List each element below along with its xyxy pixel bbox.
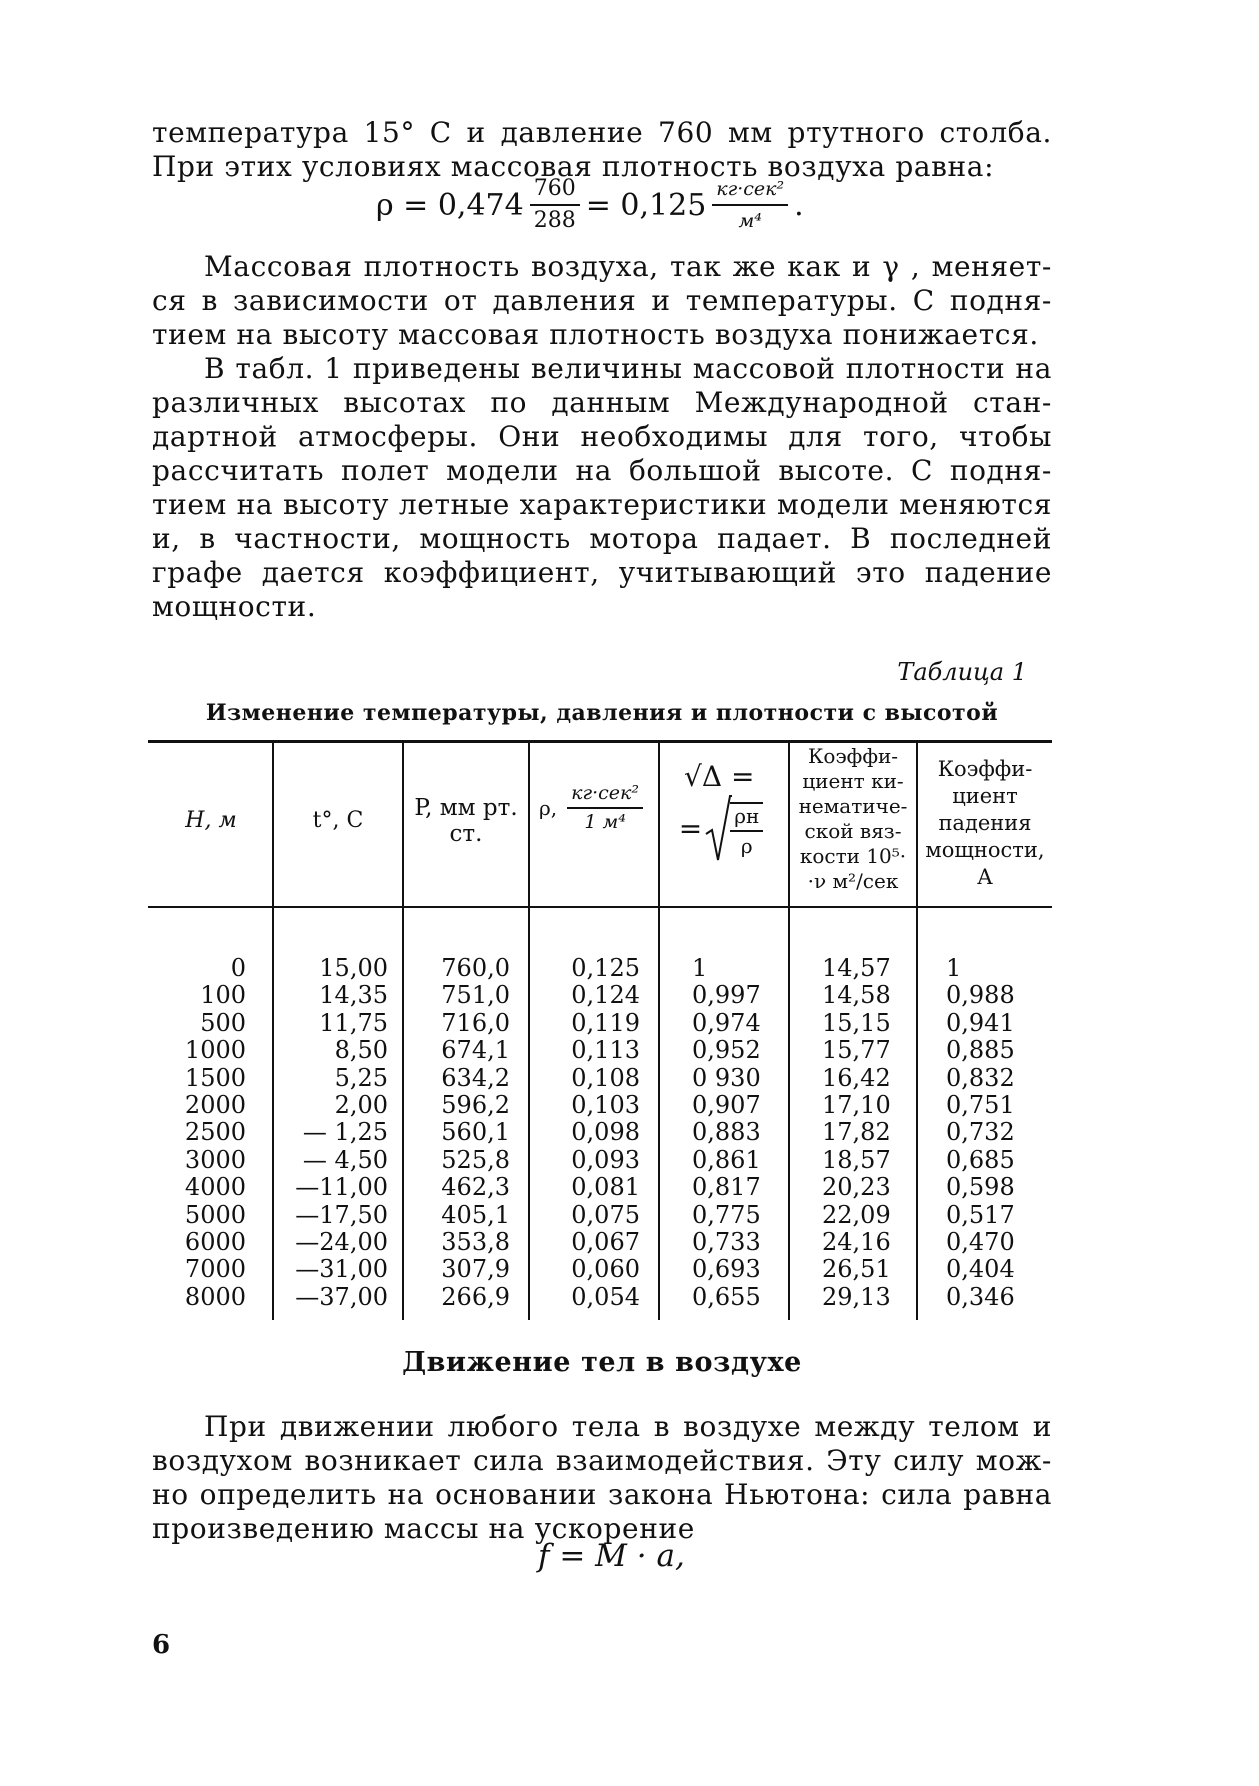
cell-visc: 15,77 [822, 1036, 891, 1065]
fraction-denominator: 288 [533, 208, 576, 233]
cell-h: 1000 [184, 1036, 246, 1065]
cell-t: — 1,25 [302, 1118, 388, 1147]
text-line: мощности. [152, 590, 317, 623]
cell-sqrt: 0,997 [692, 981, 761, 1010]
cell-h: 2500 [184, 1118, 246, 1147]
sqrt-inner-fraction [730, 802, 763, 856]
column-temperature [276, 955, 388, 1311]
cell-h: 1500 [184, 1063, 246, 1092]
cell-p: 751,0 [441, 981, 510, 1010]
column-sqrt-delta [692, 955, 786, 1311]
column-viscosity [822, 955, 914, 1311]
cell-visc: 29,13 [822, 1282, 891, 1311]
section-heading: Движение тел в воздухе [402, 1347, 802, 1378]
cell-p: 674,1 [441, 1036, 510, 1065]
cell-t: 14,35 [319, 981, 388, 1010]
cell-sqrt: 0,883 [692, 1118, 761, 1147]
cell-sqrt: 0,974 [692, 1008, 761, 1037]
cell-h: 0 [230, 954, 246, 982]
cell-rho: 0,113 [571, 1036, 640, 1065]
rho-unit-num: кг·сек² [567, 784, 643, 809]
cell-power: 0,732 [946, 1118, 1015, 1147]
text-line: В табл. 1 приведены величины массовой плотности на [204, 352, 1052, 385]
cell-visc: 24,16 [822, 1227, 891, 1256]
column-density [534, 955, 640, 1311]
cell-p: 307,9 [441, 1255, 510, 1284]
text-line: различных высотах по данным Международной стан- [152, 386, 1052, 419]
text-line: ся в зависимости от давления и температуры. С подня- [152, 284, 1052, 317]
unit-fraction [712, 178, 788, 232]
paragraph-table-intro [152, 352, 1052, 624]
formula-mid: = 0,125 [585, 187, 707, 223]
cell-visc: 17,10 [822, 1090, 891, 1119]
cell-t: —24,00 [295, 1227, 388, 1256]
text-line: и, в частности, мощность мотора падает. В последней [152, 522, 1052, 555]
column-power [946, 955, 1050, 1311]
cell-power: 0,517 [946, 1200, 1015, 1229]
cell-h: 8000 [184, 1282, 246, 1311]
cell-t: —37,00 [295, 1282, 388, 1311]
cell-rho: 0,098 [571, 1118, 640, 1147]
cell-rho: 0,103 [571, 1090, 640, 1119]
cell-t: —17,50 [295, 1200, 388, 1229]
fraction-numerator: 760 [530, 178, 580, 206]
cell-sqrt: 0,861 [692, 1145, 761, 1174]
cell-p: 596,2 [441, 1090, 510, 1119]
cell-p: 462,3 [441, 1173, 510, 1202]
rho-unit-den: 1 м⁴ [584, 811, 626, 833]
cell-h: 6000 [184, 1227, 246, 1256]
text-line: но определить на основании закона Ньютона: сила равна [152, 1478, 1052, 1511]
text-line: При движении любого тела в воздухе между телом и [204, 1410, 1052, 1443]
cell-rho: 0,124 [571, 981, 640, 1010]
header-height: H, м [185, 808, 237, 833]
sqrt-eq: = [678, 812, 703, 845]
cell-rho: 0,119 [571, 1008, 640, 1037]
rho-unit-fraction [567, 784, 643, 832]
fraction-760-288 [530, 178, 580, 232]
cell-power: 0,404 [946, 1255, 1015, 1284]
text-line: воздухом возникает сила взаимодействия. Эту силу мож- [152, 1444, 1052, 1477]
text-line: температура 15° С и давление 760 мм ртутного столба. [152, 116, 1052, 149]
cell-sqrt: 0 930 [692, 1063, 761, 1092]
newton-formula: f = M · a, [538, 1538, 685, 1574]
cell-t: —11,00 [295, 1173, 388, 1202]
cell-p: 716,0 [441, 1008, 510, 1037]
cell-visc: 18,57 [822, 1145, 891, 1174]
column-height [150, 955, 246, 1311]
paragraph-newton [152, 1410, 1052, 1546]
cell-h: 3000 [184, 1145, 246, 1174]
cell-sqrt: 0,952 [692, 1036, 761, 1065]
cell-h: 7000 [184, 1255, 246, 1284]
cell-t: 11,75 [319, 1008, 388, 1037]
text-line: Массовая плотность воздуха, так же как и γ , меняет- [204, 250, 1052, 283]
cell-visc: 26,51 [822, 1255, 891, 1284]
text-line: произведению массы на ускорение [152, 1512, 695, 1545]
cell-sqrt: 0,693 [692, 1255, 761, 1284]
cell-h: 100 [200, 981, 246, 1010]
text-line: При этих условиях массовая плотность воздуха равна: [152, 150, 995, 183]
cell-t: 8,50 [334, 1036, 388, 1065]
cell-p: 266,9 [441, 1282, 510, 1311]
header-pressure: P, мм рт. ст. [414, 795, 518, 847]
text-line: тием на высоту массовая плотность воздуха понижается. [152, 318, 1039, 351]
cell-sqrt: 0,733 [692, 1227, 761, 1256]
cell-t: 15,00 [319, 954, 388, 982]
cell-power: 0,941 [946, 1008, 1015, 1037]
cell-visc: 20,23 [822, 1173, 891, 1202]
cell-visc: 14,58 [822, 981, 891, 1010]
cell-p: 525,8 [441, 1145, 510, 1174]
header-viscosity: Коэффи- циент ки- нематиче- ской вяз- кости 10⁵· ·ν м²/сек [798, 744, 908, 893]
cell-sqrt: 0,907 [692, 1090, 761, 1119]
cell-rho: 0,125 [571, 954, 640, 982]
cell-sqrt: 0,655 [692, 1282, 761, 1311]
page-number: 6 [152, 1630, 171, 1660]
cell-visc: 15,15 [822, 1008, 891, 1037]
cell-sqrt: 0,817 [692, 1173, 761, 1202]
header-power: Коэффи- циент падения мощности, A [925, 757, 1045, 889]
cell-power: 0,598 [946, 1173, 1015, 1202]
cell-p: 560,1 [441, 1118, 510, 1147]
header-density [530, 784, 658, 832]
cell-rho: 0,054 [571, 1282, 640, 1311]
sqrt-num: ρн [730, 806, 763, 832]
cell-power: 0,885 [946, 1036, 1015, 1065]
unit-denominator: м⁴ [738, 210, 762, 232]
formula-end: . [794, 187, 804, 223]
cell-sqrt: 1 [692, 954, 708, 982]
cell-p: 405,1 [441, 1200, 510, 1229]
sqrt-den: ρ [740, 834, 753, 858]
cell-sqrt: 0,775 [692, 1200, 761, 1229]
cell-t: —31,00 [295, 1255, 388, 1284]
sqrt-fraction [660, 794, 788, 864]
rho-symbol: ρ, [539, 796, 558, 820]
text-line: рассчитать полет модели на большой высоте. С подня- [152, 454, 1052, 487]
cell-p: 353,8 [441, 1227, 510, 1256]
cell-visc: 14,57 [822, 954, 891, 982]
cell-h: 500 [200, 1008, 246, 1037]
cell-p: 760,0 [441, 954, 510, 982]
cell-t: 5,25 [334, 1063, 388, 1092]
cell-power: 0,988 [946, 981, 1015, 1010]
cell-h: 2000 [184, 1090, 246, 1119]
cell-t: — 4,50 [302, 1145, 388, 1174]
header-temperature: t°, С [312, 808, 364, 833]
sqrt-delta-label: √Δ = [684, 760, 755, 793]
cell-visc: 16,42 [822, 1063, 891, 1092]
cell-rho: 0,067 [571, 1227, 640, 1256]
cell-power: 0,751 [946, 1090, 1015, 1119]
cell-rho: 0,108 [571, 1063, 640, 1092]
text-line: графе дается коэффициент, учитывающий это падение [152, 556, 1052, 589]
header-sqrt-delta [660, 760, 788, 864]
intro-paragraph [152, 116, 1052, 184]
cell-rho: 0,060 [571, 1255, 640, 1284]
table-label: Таблица 1 [897, 658, 1027, 686]
cell-rho: 0,075 [571, 1200, 640, 1229]
cell-h: 4000 [184, 1173, 246, 1202]
text-line: тием на высоту летные характеристики модели меняются [152, 488, 1052, 521]
cell-rho: 0,081 [571, 1173, 640, 1202]
text-line: дартной атмосферы. Они необходимы для того, чтобы [152, 420, 1052, 453]
cell-power: 0,685 [946, 1145, 1015, 1174]
paragraph-density-variation [152, 250, 1052, 352]
cell-p: 634,2 [441, 1063, 510, 1092]
cell-h: 5000 [184, 1200, 246, 1229]
cell-power: 1 [946, 954, 962, 982]
cell-visc: 22,09 [822, 1200, 891, 1229]
formula-lhs: ρ = 0,474 [376, 187, 524, 223]
radical-icon [704, 794, 732, 864]
density-formula [376, 178, 804, 232]
table-title: Изменение температуры, давления и плотности с высотой [205, 700, 999, 726]
cell-visc: 17,82 [822, 1118, 891, 1147]
cell-power: 0,832 [946, 1063, 1015, 1092]
cell-power: 0,346 [946, 1282, 1015, 1311]
unit-numerator: кг·сек² [712, 178, 788, 206]
cell-rho: 0,093 [571, 1145, 640, 1174]
cell-power: 0,470 [946, 1227, 1015, 1256]
cell-t: 2,00 [334, 1090, 388, 1119]
column-pressure [406, 955, 510, 1311]
